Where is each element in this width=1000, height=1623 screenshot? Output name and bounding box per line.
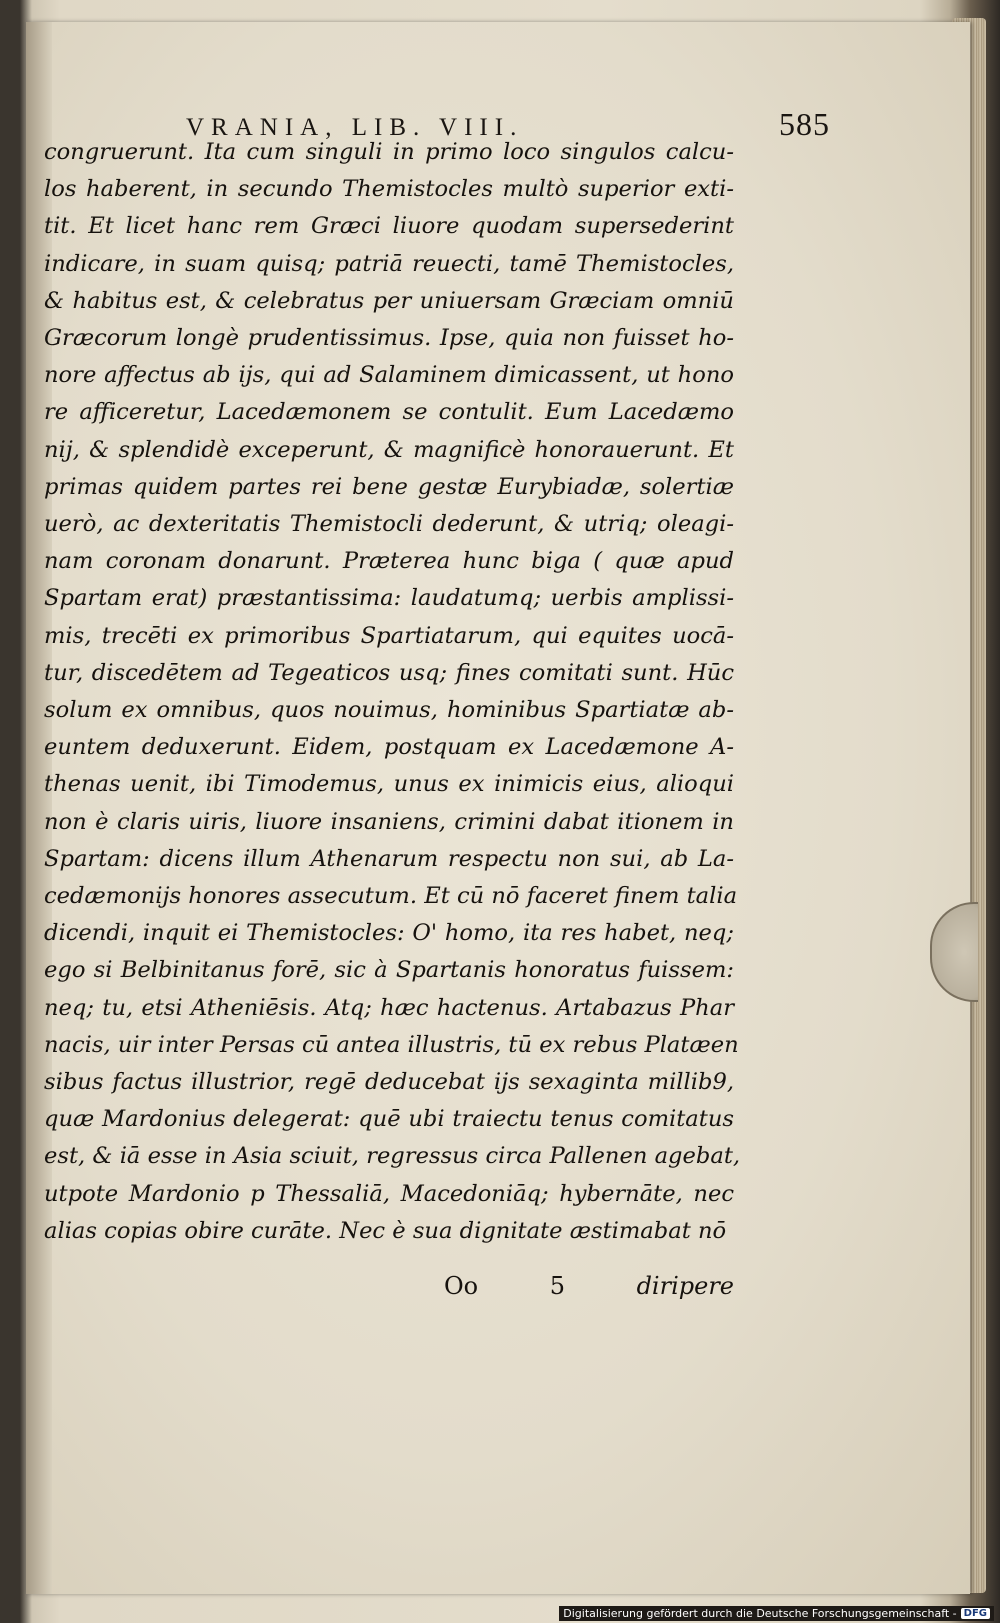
footer-text: Digitalisierung gefördert durch die Deutsche Forschungsgemeinschaft - [563,1607,957,1620]
signature-mark: Oo [444,1272,479,1300]
text-line: sibus factus illustrior, regē deducebat ijs sexaginta millib9, [44,1069,734,1096]
text-line: dicendi, inquit ei Themistocles: O' homo, ita res habet, neq; [44,920,734,947]
catchline [444,1272,734,1300]
text-line: Spartam: dicens illum Athenarum respectu non sui, ab La- [44,845,734,872]
text-line: utpote Mardonio p Thessaliā, Macedoniāq; hybernāte, nec [44,1180,734,1207]
digitization-footer [559,1606,994,1621]
text-line: mis, trecēti ex primoribus Spartiatarum, qui equites uocā- [44,622,734,649]
text-line: thenas uenit, ibi Timodemus, unus ex inimicis eius, alioqui [44,771,734,798]
text-line: cedæmonijs honores assecutum. Et cū nō faceret finem talia [44,883,738,910]
text-line: tur, discedētem ad Tegeaticos usq; fines comitati sunt. Hūc [44,659,734,686]
text-line: nacis, uir inter Persas cū antea illustris, tū ex rebus Platæen [44,1031,739,1058]
text-line: quæ Mardonius delegerat: quē ubi traiectu tenus comitatus [44,1106,734,1133]
text-line: Græcorum longè prudentissimus. Ipse, quia non fuisset ho- [44,325,734,352]
text-line: nam coronam donarunt. Præterea hunc biga ( quæ apud [44,548,734,575]
dfg-logo: DFG [961,1608,990,1619]
text-line: solum ex omnibus, quos nouimus, hominibus Spartiatæ ab- [44,697,734,724]
text-line: nij, & splendidè exceperunt, & magnificè honorauerunt. Et [44,436,734,463]
text-line: neq; tu, etsi Atheniēsis. Atq; hæc hactenus. Artabazus Phar [44,994,734,1021]
book-page [26,22,970,1594]
text-line: non è claris uiris, liuore insaniens, crimini dabat itionem in [44,808,734,835]
text-line: uerò, ac dexteritatis Themistocli dederunt, & utriq; oleagi- [44,511,734,538]
thumb-index-tab [930,902,978,1002]
text-line: alias copias obire curāte. Nec è sua dignitate æstimabat nō [44,1217,727,1244]
text-line: indicare, in suam quisq; patriā reuecti, tamē Themistocles, [44,250,734,277]
text-line: nore affectus ab ijs, qui ad Salaminem dimicassent, ut hono [44,362,734,389]
text-line: re afficeretur, Lacedæmonem se contulit. Eum Lacedæmo [44,399,734,426]
text-line: los haberent, in secundo Themistocles multò superior exti- [44,176,734,203]
text-line: est, & iā esse in Asia sciuit, regressus circa Pallenen agebat, [44,1143,741,1170]
text-line: congruerunt. Ita cum singuli in primo loco singulos calcu- [44,139,734,165]
text-line: primas quidem partes rei bene gestæ Eurybiadæ, solertiæ [44,473,734,500]
signature-number: 5 [549,1272,565,1300]
text-line: tit. Et licet hanc rem Græci liuore quodam supersederint [44,213,734,240]
page-number: 585 [779,106,830,142]
text-line: Spartam erat) præstantissima: laudatumq; uerbis amplissi- [44,585,734,612]
text-line: ego si Belbinitanus forē, sic à Spartanis honoratus fuissem: [44,957,734,984]
text-line: euntem deduxerunt. Eidem, postquam ex Lacedæmone A- [44,734,734,761]
text-line: & habitus est, & celebratus per uniuersam Græciam omniū [44,287,734,314]
body-text [44,134,741,1250]
catchword: diripere [636,1272,734,1300]
running-title: VRANIA, LIB. VIII. [186,114,524,141]
